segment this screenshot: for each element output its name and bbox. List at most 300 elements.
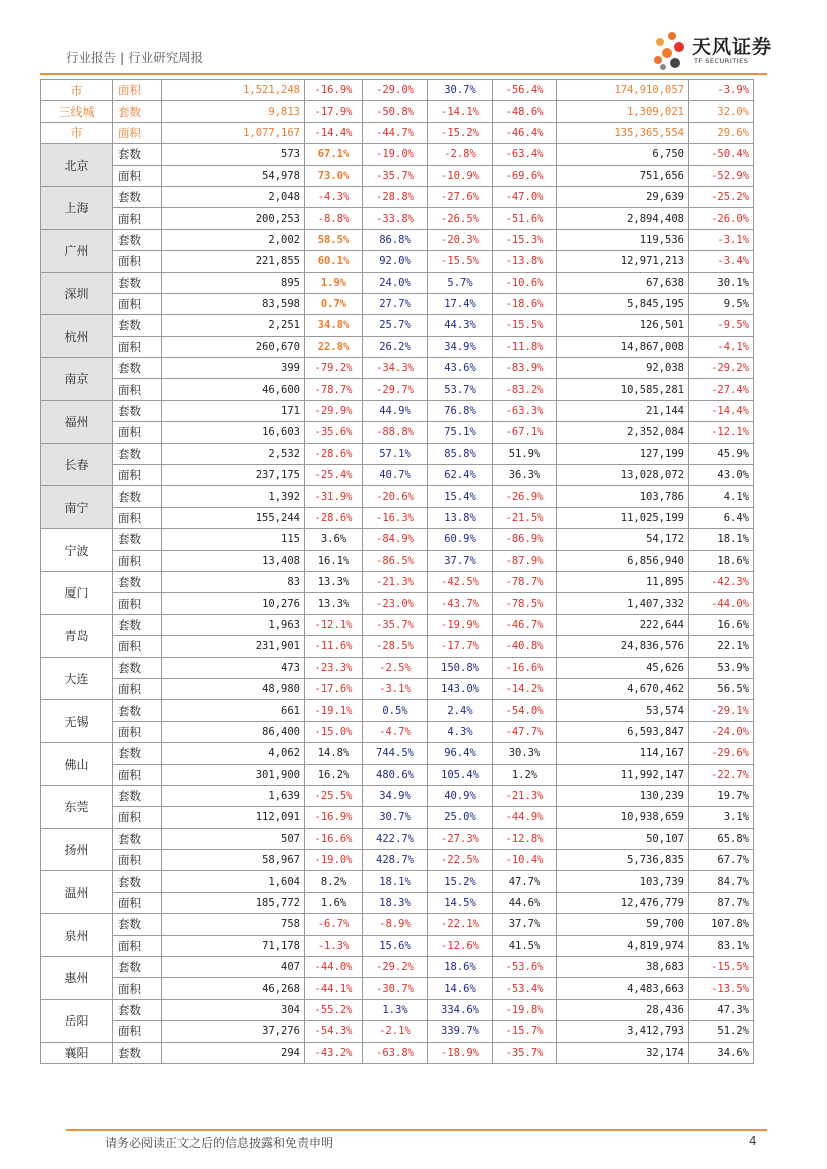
table-row	[41, 657, 754, 678]
weekly-value-cell: 54,978	[162, 165, 305, 186]
change-cell-3: -22.1%	[428, 914, 493, 935]
change-cell-4: -83.2%	[493, 379, 557, 400]
change-cell-4: -40.8%	[493, 636, 557, 657]
weekly-value-cell: 9,813	[162, 101, 305, 122]
weekly-value-cell: 407	[162, 957, 305, 978]
table-row	[41, 358, 754, 379]
cumulative-value-cell: 751,656	[557, 165, 689, 186]
change-cell-2: 24.0%	[363, 272, 428, 293]
table-row	[41, 700, 754, 721]
weekly-value-cell: 37,276	[162, 1021, 305, 1042]
header-divider	[40, 73, 767, 75]
cumulative-value-cell: 24,836,576	[557, 636, 689, 657]
report-header: 行业报告 | 行业研究周报	[66, 50, 204, 65]
change-cell-3: -26.5%	[428, 208, 493, 229]
weekly-value-cell: 237,175	[162, 465, 305, 486]
weekly-value-cell: 171	[162, 400, 305, 421]
cumulative-value-cell: 28,436	[557, 999, 689, 1020]
metric-label-cell: 套数	[113, 358, 162, 379]
cumulative-value-cell: 4,670,462	[557, 678, 689, 699]
change-cell-3: 30.7%	[428, 80, 493, 101]
change-cell-1: -1.3%	[305, 935, 363, 956]
change-cell-3: -27.3%	[428, 828, 493, 849]
change-cell-2: -2.5%	[363, 657, 428, 678]
table-row	[41, 336, 754, 357]
change-cell-4: 41.5%	[493, 935, 557, 956]
change-cell-2: -84.9%	[363, 529, 428, 550]
weekly-value-cell: 1,521,248	[162, 80, 305, 101]
table-row	[41, 999, 754, 1020]
change-cell-2: 480.6%	[363, 764, 428, 785]
cumulative-value-cell: 126,501	[557, 315, 689, 336]
change-cell-2: 34.9%	[363, 785, 428, 806]
weekly-value-cell: 46,600	[162, 379, 305, 400]
change-cell-1: -54.3%	[305, 1021, 363, 1042]
metric-label-cell: 套数	[113, 529, 162, 550]
change-cell-5: -22.7%	[689, 764, 754, 785]
change-cell-1: -29.9%	[305, 400, 363, 421]
weekly-value-cell: 1,963	[162, 614, 305, 635]
weekly-value-cell: 2,048	[162, 186, 305, 207]
change-cell-2: 30.7%	[363, 807, 428, 828]
metric-label-cell: 面积	[113, 764, 162, 785]
table-row	[41, 614, 754, 635]
metric-label-cell: 面积	[113, 678, 162, 699]
table-row	[41, 144, 754, 165]
table-row	[41, 122, 754, 143]
change-cell-5: -4.1%	[689, 336, 754, 357]
change-cell-5: -3.9%	[689, 80, 754, 101]
change-cell-4: -53.4%	[493, 978, 557, 999]
change-cell-5: 3.1%	[689, 807, 754, 828]
change-cell-1: -11.6%	[305, 636, 363, 657]
metric-label-cell: 套数	[113, 614, 162, 635]
change-cell-3: 339.7%	[428, 1021, 493, 1042]
change-cell-5: 29.6%	[689, 122, 754, 143]
cumulative-value-cell: 11,992,147	[557, 764, 689, 785]
change-cell-2: 57.1%	[363, 443, 428, 464]
change-cell-1: 1.9%	[305, 272, 363, 293]
change-cell-1: -23.3%	[305, 657, 363, 678]
weekly-value-cell: 2,532	[162, 443, 305, 464]
change-cell-3: -15.5%	[428, 251, 493, 272]
cumulative-value-cell: 2,894,408	[557, 208, 689, 229]
city-name-cell: 无锡	[41, 700, 113, 743]
cumulative-value-cell: 2,352,084	[557, 422, 689, 443]
city-name-cell: 广州	[41, 229, 113, 272]
logo-name-cn: 天风证券	[692, 36, 773, 58]
cumulative-value-cell: 5,736,835	[557, 850, 689, 871]
change-cell-3: 62.4%	[428, 465, 493, 486]
cumulative-value-cell: 127,199	[557, 443, 689, 464]
change-cell-1: -78.7%	[305, 379, 363, 400]
change-cell-4: 44.6%	[493, 892, 557, 913]
change-cell-4: -83.9%	[493, 358, 557, 379]
change-cell-1: 1.6%	[305, 892, 363, 913]
change-cell-4: -16.6%	[493, 657, 557, 678]
change-cell-3: 53.7%	[428, 379, 493, 400]
change-cell-4: 51.9%	[493, 443, 557, 464]
metric-label-cell: 套数	[113, 186, 162, 207]
change-cell-3: 40.9%	[428, 785, 493, 806]
change-cell-1: -6.7%	[305, 914, 363, 935]
table-row	[41, 957, 754, 978]
table-row	[41, 764, 754, 785]
change-cell-3: -10.9%	[428, 165, 493, 186]
weekly-value-cell: 71,178	[162, 935, 305, 956]
metric-label-cell: 套数	[113, 486, 162, 507]
cumulative-value-cell: 1,309,021	[557, 101, 689, 122]
cumulative-value-cell: 21,144	[557, 400, 689, 421]
change-cell-3: 75.1%	[428, 422, 493, 443]
cumulative-value-cell: 6,856,940	[557, 550, 689, 571]
change-cell-4: -21.5%	[493, 507, 557, 528]
change-cell-1: 8.2%	[305, 871, 363, 892]
change-cell-4: -87.9%	[493, 550, 557, 571]
city-name-cell: 南京	[41, 358, 113, 401]
city-name-cell: 南宁	[41, 486, 113, 529]
metric-label-cell: 面积	[113, 935, 162, 956]
metric-label-cell: 面积	[113, 850, 162, 871]
weekly-value-cell: 1,392	[162, 486, 305, 507]
change-cell-4: -78.7%	[493, 571, 557, 592]
change-cell-2: -19.0%	[363, 144, 428, 165]
change-cell-5: 32.0%	[689, 101, 754, 122]
weekly-value-cell: 112,091	[162, 807, 305, 828]
cumulative-value-cell: 12,971,213	[557, 251, 689, 272]
change-cell-3: 76.8%	[428, 400, 493, 421]
change-cell-4: -78.5%	[493, 593, 557, 614]
change-cell-4: -47.0%	[493, 186, 557, 207]
weekly-value-cell: 58,967	[162, 850, 305, 871]
change-cell-5: -27.4%	[689, 379, 754, 400]
cumulative-value-cell: 174,910,057	[557, 80, 689, 101]
city-name-cell: 扬州	[41, 828, 113, 871]
change-cell-3: -19.9%	[428, 614, 493, 635]
change-cell-5: 56.5%	[689, 678, 754, 699]
change-cell-5: -29.1%	[689, 700, 754, 721]
metric-label-cell: 面积	[113, 807, 162, 828]
change-cell-3: 150.8%	[428, 657, 493, 678]
change-cell-3: 17.4%	[428, 293, 493, 314]
change-cell-3: -22.5%	[428, 850, 493, 871]
table-row	[41, 529, 754, 550]
change-cell-3: 105.4%	[428, 764, 493, 785]
change-cell-1: -79.2%	[305, 358, 363, 379]
change-cell-5: -3.1%	[689, 229, 754, 250]
change-cell-3: -14.1%	[428, 101, 493, 122]
change-cell-1: 60.1%	[305, 251, 363, 272]
metric-label-cell: 套数	[113, 828, 162, 849]
metric-label-cell: 套数	[113, 571, 162, 592]
cumulative-value-cell: 130,239	[557, 785, 689, 806]
change-cell-3: -12.6%	[428, 935, 493, 956]
change-cell-3: -15.2%	[428, 122, 493, 143]
change-cell-1: -28.6%	[305, 443, 363, 464]
change-cell-5: 107.8%	[689, 914, 754, 935]
cumulative-value-cell: 92,038	[557, 358, 689, 379]
table-row	[41, 443, 754, 464]
change-cell-3: 334.6%	[428, 999, 493, 1020]
cumulative-value-cell: 4,819,974	[557, 935, 689, 956]
change-cell-1: -8.8%	[305, 208, 363, 229]
weekly-value-cell: 304	[162, 999, 305, 1020]
metric-label-cell: 套数	[113, 871, 162, 892]
change-cell-4: -47.7%	[493, 721, 557, 742]
metric-label-cell: 面积	[113, 550, 162, 571]
change-cell-3: -2.8%	[428, 144, 493, 165]
change-cell-4: 47.7%	[493, 871, 557, 892]
company-logo	[652, 28, 772, 72]
metric-label-cell: 套数	[113, 400, 162, 421]
city-name-cell: 岳阳	[41, 999, 113, 1042]
weekly-value-cell: 1,639	[162, 785, 305, 806]
change-cell-1: -19.1%	[305, 700, 363, 721]
change-cell-2: -29.7%	[363, 379, 428, 400]
change-cell-4: -15.7%	[493, 1021, 557, 1042]
metric-label-cell: 面积	[113, 251, 162, 272]
cumulative-value-cell: 67,638	[557, 272, 689, 293]
cumulative-value-cell: 11,895	[557, 571, 689, 592]
metric-label-cell: 面积	[113, 122, 162, 143]
metric-label-cell: 套数	[113, 144, 162, 165]
metric-label-cell: 面积	[113, 165, 162, 186]
change-cell-3: 85.8%	[428, 443, 493, 464]
cumulative-value-cell: 4,483,663	[557, 978, 689, 999]
weekly-value-cell: 83,598	[162, 293, 305, 314]
weekly-value-cell: 2,251	[162, 315, 305, 336]
weekly-value-cell: 48,980	[162, 678, 305, 699]
weekly-value-cell: 185,772	[162, 892, 305, 913]
cumulative-value-cell: 10,938,659	[557, 807, 689, 828]
metric-label-cell: 套数	[113, 315, 162, 336]
change-cell-2: -16.3%	[363, 507, 428, 528]
city-name-cell: 上海	[41, 186, 113, 229]
change-cell-1: 67.1%	[305, 144, 363, 165]
change-cell-3: 13.8%	[428, 507, 493, 528]
table-row	[41, 678, 754, 699]
change-cell-3: 15.2%	[428, 871, 493, 892]
change-cell-1: -16.6%	[305, 828, 363, 849]
change-cell-3: 34.9%	[428, 336, 493, 357]
weekly-value-cell: 895	[162, 272, 305, 293]
change-cell-4: -67.1%	[493, 422, 557, 443]
change-cell-1: -35.6%	[305, 422, 363, 443]
change-cell-2: -2.1%	[363, 1021, 428, 1042]
city-name-cell: 三线城	[41, 101, 113, 122]
weekly-value-cell: 661	[162, 700, 305, 721]
weekly-value-cell: 573	[162, 144, 305, 165]
change-cell-5: 18.6%	[689, 550, 754, 571]
weekly-value-cell: 1,604	[162, 871, 305, 892]
change-cell-3: -42.5%	[428, 571, 493, 592]
cumulative-value-cell: 103,739	[557, 871, 689, 892]
change-cell-4: -63.3%	[493, 400, 557, 421]
table-row	[41, 293, 754, 314]
city-name-cell: 泉州	[41, 914, 113, 957]
city-name-cell: 厦门	[41, 571, 113, 614]
metric-label-cell: 面积	[113, 465, 162, 486]
change-cell-2: 26.2%	[363, 336, 428, 357]
city-name-cell: 长春	[41, 443, 113, 486]
table-row	[41, 507, 754, 528]
metric-label-cell: 面积	[113, 636, 162, 657]
metric-label-cell: 面积	[113, 80, 162, 101]
change-cell-5: -15.5%	[689, 957, 754, 978]
change-cell-5: 4.1%	[689, 486, 754, 507]
change-cell-3: 4.3%	[428, 721, 493, 742]
weekly-value-cell: 221,855	[162, 251, 305, 272]
cumulative-value-cell: 38,683	[557, 957, 689, 978]
change-cell-5: -52.9%	[689, 165, 754, 186]
change-cell-3: 14.6%	[428, 978, 493, 999]
change-cell-4: 1.2%	[493, 764, 557, 785]
change-cell-2: -8.9%	[363, 914, 428, 935]
cumulative-value-cell: 54,172	[557, 529, 689, 550]
change-cell-1: -16.9%	[305, 807, 363, 828]
change-cell-5: -29.6%	[689, 743, 754, 764]
table-row	[41, 315, 754, 336]
change-cell-2: -20.6%	[363, 486, 428, 507]
metric-label-cell: 面积	[113, 721, 162, 742]
change-cell-2: -4.7%	[363, 721, 428, 742]
change-cell-5: 51.2%	[689, 1021, 754, 1042]
change-cell-1: 22.8%	[305, 336, 363, 357]
change-cell-3: 18.6%	[428, 957, 493, 978]
change-cell-2: 422.7%	[363, 828, 428, 849]
cumulative-value-cell: 5,845,195	[557, 293, 689, 314]
metric-label-cell: 套数	[113, 101, 162, 122]
change-cell-2: 18.3%	[363, 892, 428, 913]
city-name-cell: 北京	[41, 144, 113, 187]
change-cell-4: -69.6%	[493, 165, 557, 186]
weekly-value-cell: 115	[162, 529, 305, 550]
change-cell-3: 60.9%	[428, 529, 493, 550]
change-cell-1: 16.2%	[305, 764, 363, 785]
weekly-value-cell: 260,670	[162, 336, 305, 357]
change-cell-4: -46.4%	[493, 122, 557, 143]
city-name-cell: 青岛	[41, 614, 113, 657]
change-cell-5: -24.0%	[689, 721, 754, 742]
table-row	[41, 80, 754, 101]
weekly-value-cell: 294	[162, 1042, 305, 1063]
change-cell-2: -35.7%	[363, 165, 428, 186]
table-row	[41, 165, 754, 186]
table-row	[41, 978, 754, 999]
change-cell-1: -15.0%	[305, 721, 363, 742]
change-cell-4: 30.3%	[493, 743, 557, 764]
weekly-value-cell: 83	[162, 571, 305, 592]
metric-label-cell: 面积	[113, 293, 162, 314]
table-row	[41, 636, 754, 657]
metric-label-cell: 套数	[113, 914, 162, 935]
change-cell-3: 96.4%	[428, 743, 493, 764]
change-cell-5: 22.1%	[689, 636, 754, 657]
change-cell-4: -56.4%	[493, 80, 557, 101]
metric-label-cell: 面积	[113, 1021, 162, 1042]
change-cell-2: -23.0%	[363, 593, 428, 614]
change-cell-1: 58.5%	[305, 229, 363, 250]
weekly-value-cell: 155,244	[162, 507, 305, 528]
weekly-value-cell: 2,002	[162, 229, 305, 250]
weekly-value-cell: 200,253	[162, 208, 305, 229]
change-cell-1: -17.9%	[305, 101, 363, 122]
city-name-cell: 杭州	[41, 315, 113, 358]
table-row	[41, 208, 754, 229]
cumulative-value-cell: 103,786	[557, 486, 689, 507]
change-cell-2: -33.8%	[363, 208, 428, 229]
change-cell-2: 1.3%	[363, 999, 428, 1020]
change-cell-4: -44.9%	[493, 807, 557, 828]
change-cell-5: 43.0%	[689, 465, 754, 486]
weekly-value-cell: 4,062	[162, 743, 305, 764]
weekly-value-cell: 13,408	[162, 550, 305, 571]
logo-name-en: TF SECURITIES	[694, 57, 749, 65]
change-cell-5: 53.9%	[689, 657, 754, 678]
change-cell-4: 36.3%	[493, 465, 557, 486]
city-name-cell: 惠州	[41, 957, 113, 1000]
table-row	[41, 571, 754, 592]
cumulative-value-cell: 14,867,008	[557, 336, 689, 357]
change-cell-4: -11.8%	[493, 336, 557, 357]
change-cell-4: -63.4%	[493, 144, 557, 165]
change-cell-2: 0.5%	[363, 700, 428, 721]
change-cell-5: -13.5%	[689, 978, 754, 999]
change-cell-4: -51.6%	[493, 208, 557, 229]
metric-label-cell: 套数	[113, 743, 162, 764]
change-cell-1: -25.5%	[305, 785, 363, 806]
change-cell-3: -17.7%	[428, 636, 493, 657]
change-cell-2: -34.3%	[363, 358, 428, 379]
change-cell-2: -28.8%	[363, 186, 428, 207]
change-cell-3: 25.0%	[428, 807, 493, 828]
cumulative-value-cell: 45,626	[557, 657, 689, 678]
tf-logo-dots-icon	[652, 28, 688, 72]
cumulative-value-cell: 6,750	[557, 144, 689, 165]
change-cell-2: -30.7%	[363, 978, 428, 999]
metric-label-cell: 面积	[113, 336, 162, 357]
table-row	[41, 272, 754, 293]
change-cell-1: 16.1%	[305, 550, 363, 571]
change-cell-1: -43.2%	[305, 1042, 363, 1063]
change-cell-1: -28.6%	[305, 507, 363, 528]
weekly-value-cell: 301,900	[162, 764, 305, 785]
change-cell-5: 18.1%	[689, 529, 754, 550]
change-cell-2: 744.5%	[363, 743, 428, 764]
cumulative-value-cell: 135,365,554	[557, 122, 689, 143]
weekly-value-cell: 758	[162, 914, 305, 935]
change-cell-5: -42.3%	[689, 571, 754, 592]
weekly-value-cell: 16,603	[162, 422, 305, 443]
change-cell-4: -15.5%	[493, 315, 557, 336]
change-cell-2: 18.1%	[363, 871, 428, 892]
change-cell-1: -14.4%	[305, 122, 363, 143]
change-cell-4: -46.7%	[493, 614, 557, 635]
change-cell-4: -35.7%	[493, 1042, 557, 1063]
change-cell-1: -16.9%	[305, 80, 363, 101]
change-cell-2: -63.8%	[363, 1042, 428, 1063]
city-name-cell: 市	[41, 80, 113, 101]
metric-label-cell: 面积	[113, 978, 162, 999]
change-cell-5: -3.4%	[689, 251, 754, 272]
table-row	[41, 892, 754, 913]
change-cell-1: 14.8%	[305, 743, 363, 764]
change-cell-2: 27.7%	[363, 293, 428, 314]
cumulative-value-cell: 114,167	[557, 743, 689, 764]
change-cell-5: 87.7%	[689, 892, 754, 913]
weekly-value-cell: 473	[162, 657, 305, 678]
change-cell-4: -19.8%	[493, 999, 557, 1020]
